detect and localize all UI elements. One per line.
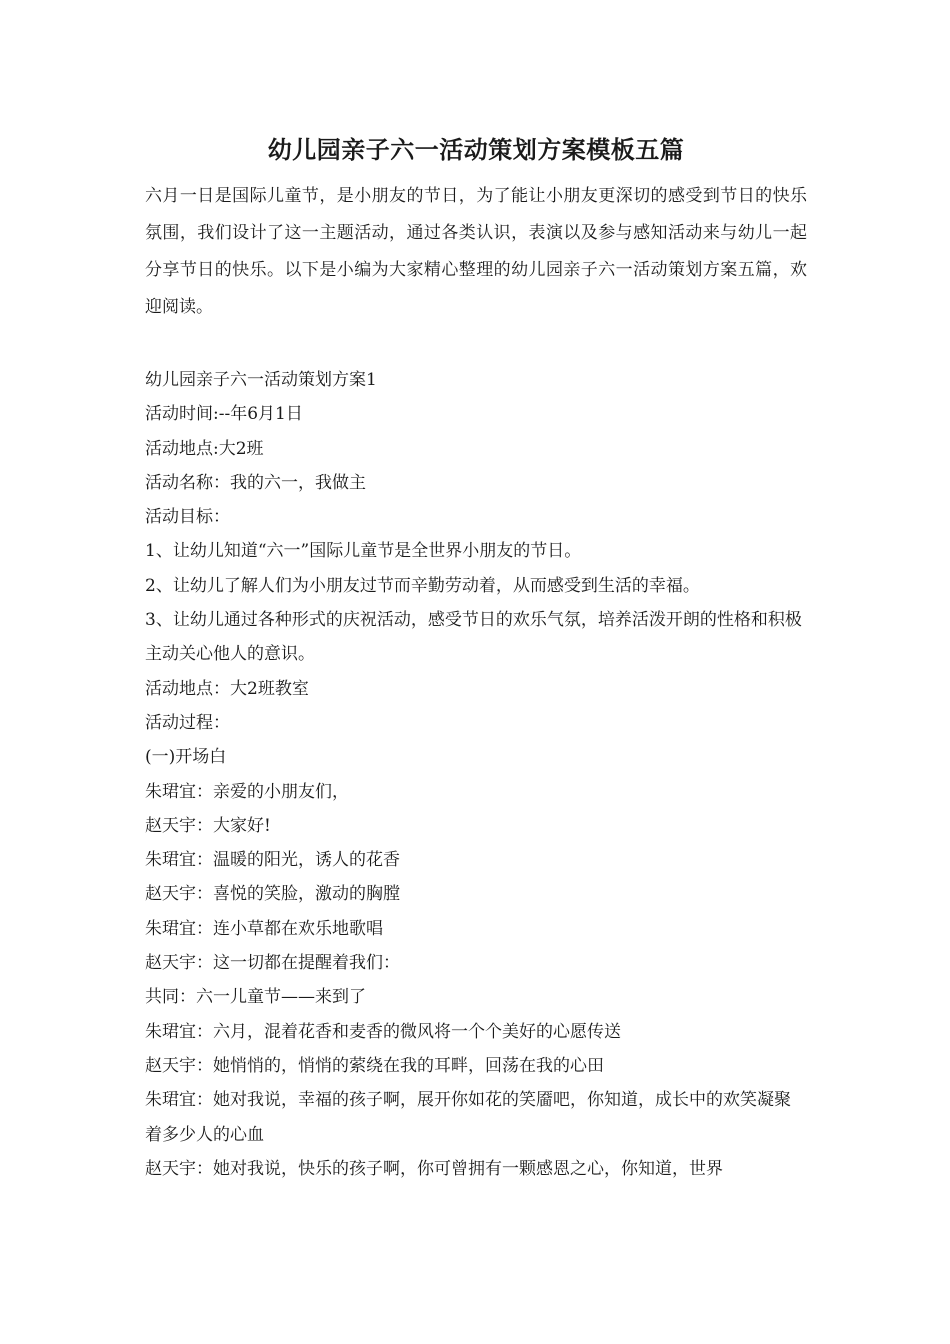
activity-goals-heading: 活动目标： bbox=[145, 507, 230, 528]
intro-paragraph: 六月一日是国际儿童节，是小朋友的节日，为了能让小朋友更深切的感受到节日的快乐氛围，我们设计了这一主题活动，通过各类认识，表演以及参与感知活动来与幼儿一起分享节日的快乐。以下是小编为大家精心整理的幼儿园亲子六一活动策划方案五篇，欢迎阅读。 bbox=[145, 186, 807, 317]
activity-name: 活动名称：我的六一，我做主 bbox=[145, 472, 366, 493]
activity-time: 活动时间:--年6月1日 bbox=[145, 404, 303, 425]
document-title: 幼儿园亲子六一活动策划方案模板五篇 bbox=[267, 135, 685, 164]
dialogue-line: 赵天宇：这一切都在提醒着我们： bbox=[145, 953, 400, 974]
dialogue-line: 朱珺宜：连小草都在欢乐地歌唱 bbox=[145, 918, 383, 939]
goal-item-3: 3、让幼儿通过各种形式的庆祝活动，感受节日的欢乐气氛，培养活泼开朗的性格和积极主动关心他人的意识。 bbox=[145, 610, 802, 665]
paragraph-spacer bbox=[145, 326, 807, 363]
dialogue-line: 朱珺宜：她对我说，幸福的孩子啊，展开你如花的笑靥吧，你知道，成长中的欢笑凝聚着多少人的心血 bbox=[145, 1090, 791, 1145]
dialogue-line: 共同：六一儿童节——来到了 bbox=[145, 987, 366, 1008]
dialogue-line: 赵天宇：她悄悄的，悄悄的萦绕在我的耳畔，回荡在我的心田 bbox=[145, 1055, 604, 1076]
dialogue-line: 赵天宇：她对我说，快乐的孩子啊，你可曾拥有一颗感恩之心，你知道，世界 bbox=[145, 1158, 723, 1179]
section-heading: 幼儿园亲子六一活动策划方案1 bbox=[145, 370, 377, 390]
dialogue-line: 赵天宇：大家好! bbox=[145, 815, 271, 836]
dialogue-line: 朱珺宜：六月，混着花香和麦香的微风将一个个美好的心愿传送 bbox=[145, 1021, 621, 1042]
dialogue-line: 赵天宇：喜悦的笑脸，激动的胸膛 bbox=[145, 884, 400, 905]
goal-item-2: 2、让幼儿了解人们为小朋友过节而辛勤劳动着，从而感受到生活的幸福。 bbox=[145, 575, 700, 596]
dialogue-line: 朱珺宜：亲爱的小朋友们， bbox=[145, 781, 349, 802]
document-body bbox=[145, 130, 807, 1186]
goal-item-1: 1、让幼儿知道“六一”国际儿童节是全世界小朋友的节日。 bbox=[145, 541, 582, 562]
activity-location: 活动地点:大2班 bbox=[145, 438, 264, 459]
activity-process-heading: 活动过程： bbox=[145, 712, 230, 733]
opening-heading: (一)开场白 bbox=[145, 747, 227, 768]
dialogue-line: 朱珺宜：温暖的阳光，诱人的花香 bbox=[145, 850, 400, 871]
activity-location-classroom: 活动地点：大2班教室 bbox=[145, 678, 309, 699]
